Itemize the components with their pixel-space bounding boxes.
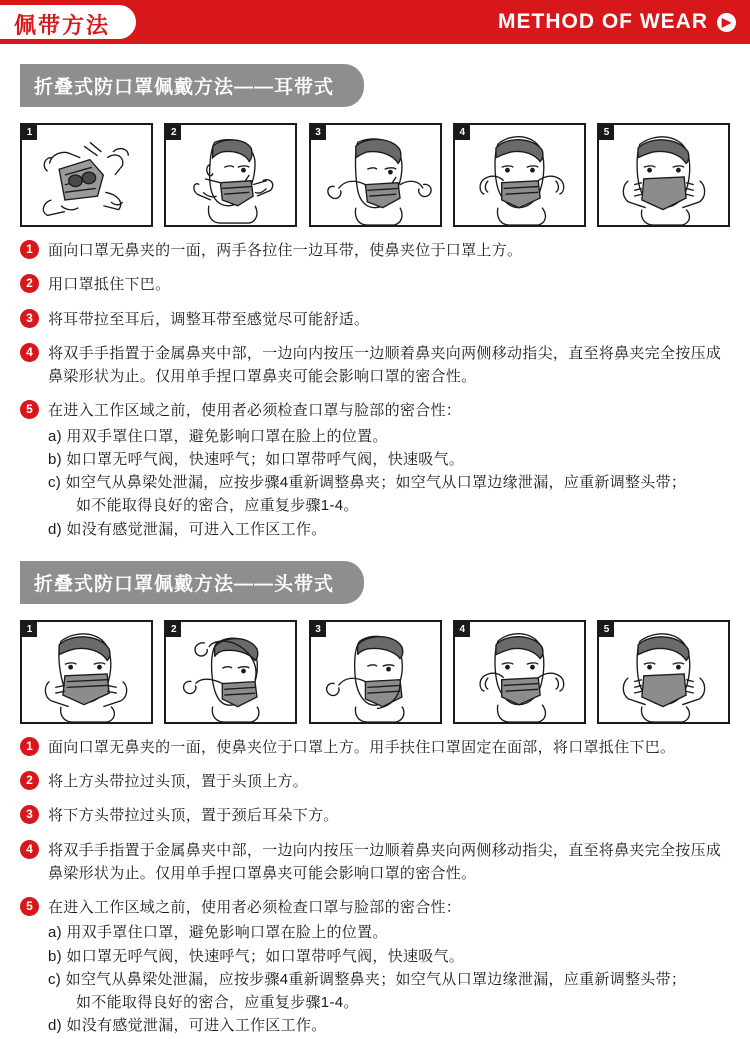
step-substeps xyxy=(48,921,686,1037)
step-text: 将耳带拉至耳后，调整耳带至感觉尽可能舒适。 xyxy=(48,310,370,328)
step-item xyxy=(20,399,730,541)
step-text: 面向口罩无鼻夹的一面，使鼻夹位于口罩上方。用手扶住口罩固定在面部，将口罩抵住下巴。 xyxy=(48,738,676,756)
header-tab-label: 佩带方法 xyxy=(0,5,136,39)
substep-line-continued: 如不能取得良好的密合，应重复步骤1-4。 xyxy=(76,994,359,1011)
man-pulling-bottom-strap-illustration xyxy=(311,622,440,722)
page-header xyxy=(0,0,750,44)
figure-2-2 xyxy=(164,620,297,724)
figure-number: 5 xyxy=(599,125,614,140)
figure-number: 5 xyxy=(599,622,614,637)
step-item xyxy=(20,239,730,262)
step-text: 将下方头带拉过头顶，置于颈后耳朵下方。 xyxy=(48,807,339,825)
step-item xyxy=(20,770,730,793)
step-text: 将上方头带拉过头顶，置于头顶上方。 xyxy=(48,773,309,790)
step-text-group xyxy=(48,896,686,1038)
section-title-2: 折叠式防口罩佩戴方法——头带式 xyxy=(20,561,364,604)
man-pulling-ear-straps-illustration xyxy=(311,125,440,225)
section-title-1: 折叠式防口罩佩戴方法——耳带式 xyxy=(20,64,364,107)
step-bullet: 1 xyxy=(20,737,39,756)
substep-line: b) 如口罩无呼气阀，快速呼气；如口罩带呼气阀，快速吸气。 xyxy=(48,450,465,468)
step-bullet: 3 xyxy=(20,309,39,328)
figure-1-2 xyxy=(164,123,297,227)
step-item xyxy=(20,736,730,759)
chevron-right-icon: ▶ xyxy=(717,13,736,32)
figure-number: 3 xyxy=(311,622,326,637)
substep-line: a) 用双手罩住口罩，避免影响口罩在脸上的位置。 xyxy=(48,427,388,445)
step-text: 在进入工作区域之前，使用者必须检查口罩与脸部的密合性： xyxy=(48,899,462,916)
substep-line: c) 如空气从鼻梁处泄漏，应按步骤4重新调整鼻夹；如空气从口罩边缘泄漏，应重新调整头带； xyxy=(48,970,687,988)
steps-list-2 xyxy=(20,736,730,1038)
step-text-group xyxy=(48,399,686,541)
step-text: 将双手手指置于金属鼻夹中部，一边向内按压一边顺着鼻夹向两侧移动指尖，直至将鼻夹完全按压成鼻梁形状为止。仅用单手捏口罩鼻夹可能会影响口罩的密合性。 xyxy=(48,841,722,882)
figure-strip-1 xyxy=(20,123,730,227)
man-pressing-nose-clip-illustration xyxy=(455,125,584,225)
header-right xyxy=(498,10,750,34)
man-holding-mask-to-face-illustration xyxy=(22,622,151,722)
substep-line: c) 如空气从鼻梁处泄漏，应按步骤4重新调整鼻夹；如空气从口罩边缘泄漏，应重新调整头带； xyxy=(48,474,687,491)
figure-1-3 xyxy=(309,123,442,227)
section-title-wrap-2 xyxy=(20,561,730,604)
step-bullet: 4 xyxy=(20,840,39,859)
step-text: 用口罩抵住下巴。 xyxy=(48,276,171,294)
figure-2-1 xyxy=(20,620,153,724)
figure-number: 2 xyxy=(166,622,181,637)
step-item xyxy=(20,804,730,827)
man-pressing-nose-clip-illustration xyxy=(455,622,584,722)
man-checking-seal-illustration xyxy=(599,125,728,225)
step-item xyxy=(20,342,730,389)
figure-2-5 xyxy=(597,620,730,724)
step-bullet: 4 xyxy=(20,343,39,362)
step-bullet: 5 xyxy=(20,400,39,419)
step-bullet: 5 xyxy=(20,897,39,916)
substep-line: b) 如口罩无呼气阀，快速呼气；如口罩带呼气阀，快速吸气。 xyxy=(48,947,465,965)
substep-line: a) 用双手罩住口罩，避免影响口罩在脸上的位置。 xyxy=(48,924,388,942)
step-item xyxy=(20,273,730,296)
figure-number: 1 xyxy=(22,622,37,637)
hands-holding-folded-mask-illustration xyxy=(22,125,151,225)
section-ear-band xyxy=(0,64,750,541)
figure-2-3 xyxy=(309,620,442,724)
step-item xyxy=(20,308,730,331)
substep-line-continued: 如不能取得良好的密合，应重复步骤1-4。 xyxy=(76,497,359,515)
section-title-wrap-1 xyxy=(20,64,730,107)
step-bullet: 2 xyxy=(20,771,39,790)
man-placing-mask-on-face-illustration xyxy=(166,125,295,225)
step-bullet: 3 xyxy=(20,805,39,824)
figure-1-4 xyxy=(453,123,586,227)
figure-number: 4 xyxy=(455,125,470,140)
step-text: 将双手手指置于金属鼻夹中部，一边向内按压一边顺着鼻夹向两侧移动指尖，直至将鼻夹完全按压成鼻梁形状为止。仅用单手捏口罩鼻夹可能会影响口罩的密合性。 xyxy=(48,344,722,385)
man-checking-seal-illustration xyxy=(599,622,728,722)
step-bullet: 2 xyxy=(20,274,39,293)
figure-number: 1 xyxy=(22,125,37,140)
figure-strip-2 xyxy=(20,620,730,724)
figure-2-4 xyxy=(453,620,586,724)
figure-1-1 xyxy=(20,123,153,227)
step-text: 面向口罩无鼻夹的一面，两手各拉住一边耳带，使鼻夹位于口罩上方。 xyxy=(48,242,523,259)
step-item xyxy=(20,839,730,886)
step-text: 在进入工作区域之前，使用者必须检查口罩与脸部的密合性： xyxy=(48,402,462,420)
step-substeps xyxy=(48,425,686,541)
section-head-band xyxy=(0,561,750,1038)
figure-number: 2 xyxy=(166,125,181,140)
steps-list-1 xyxy=(20,239,730,541)
step-item xyxy=(20,896,730,1038)
figure-number: 3 xyxy=(311,125,326,140)
figure-number: 4 xyxy=(455,622,470,637)
figure-1-5 xyxy=(597,123,730,227)
man-pulling-top-strap-illustration xyxy=(166,622,295,722)
substep-line: d) 如没有感觉泄漏，可进入工作区工作。 xyxy=(48,520,327,538)
header-left xyxy=(0,0,136,44)
substep-line: d) 如没有感觉泄漏，可进入工作区工作。 xyxy=(48,1017,327,1035)
header-english-title: METHOD OF WEAR xyxy=(498,10,708,33)
step-bullet: 1 xyxy=(20,240,39,259)
